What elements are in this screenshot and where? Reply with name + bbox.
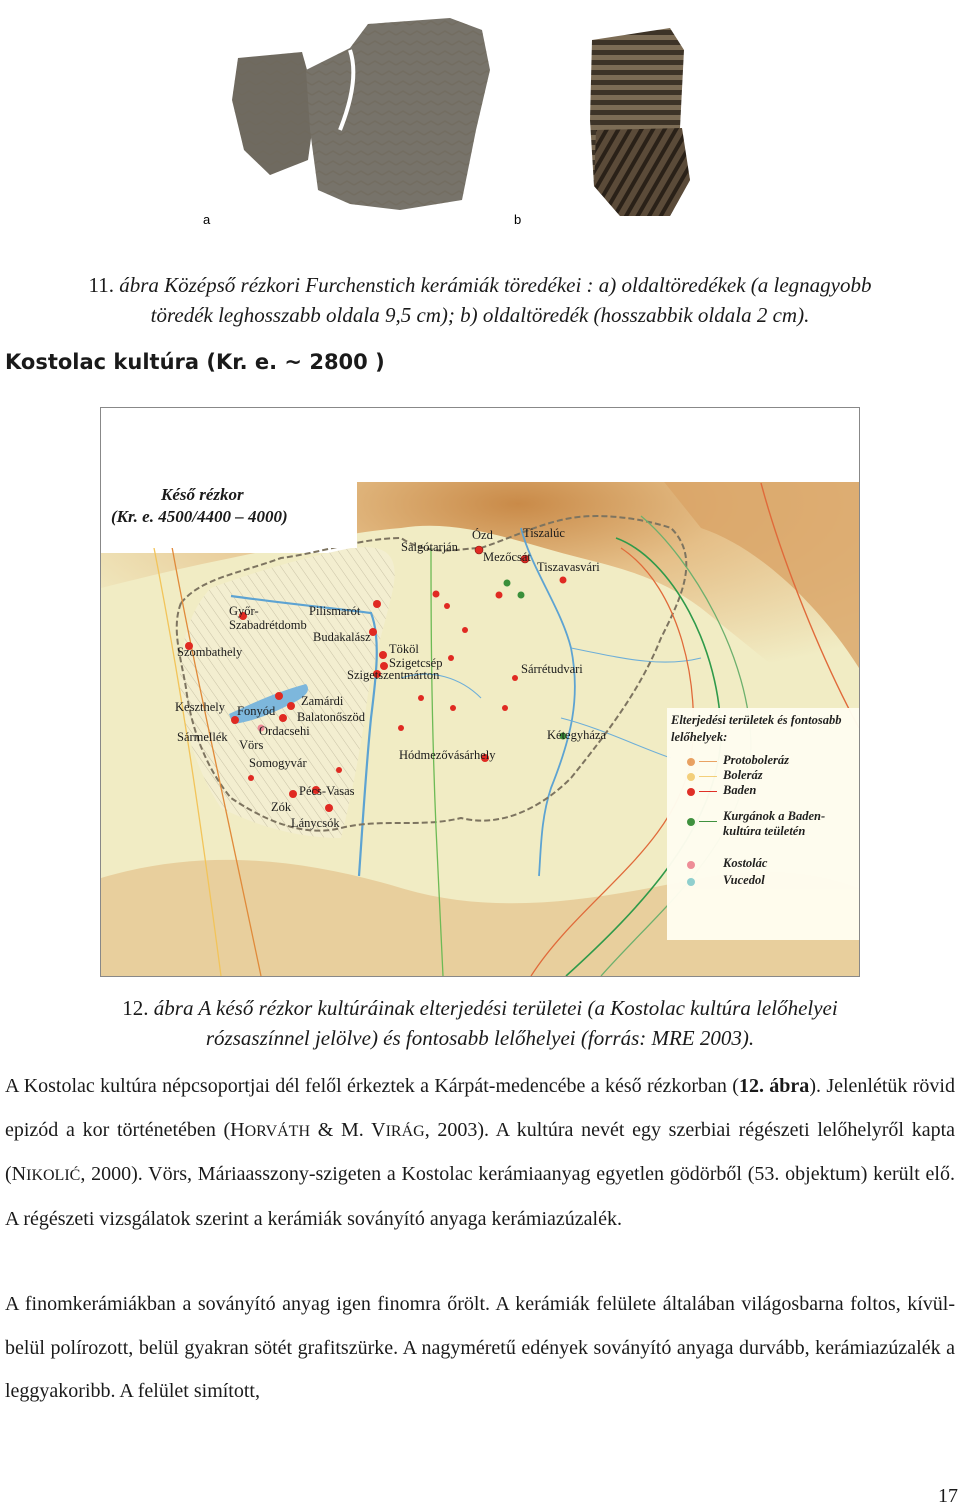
place-sarretudvari: Sárrétudvari (521, 662, 583, 676)
p1-text-b: ). Jelenlétük rövid epizód a kor történetében (H (5, 1075, 955, 1141)
map-title (105, 480, 357, 548)
place-tiszaluc: Tiszalúc (523, 526, 565, 540)
legend-kostolac-dot (687, 861, 695, 869)
place-vors: Vörs (239, 738, 264, 752)
place-zamardi: Zamárdi (301, 694, 344, 708)
p1-text-e: , 2000). Vörs, Máriaasszony-szigeten a Kostolac kerámiaanyag egyetlen gödörből (53. objektum) került elő. A régészeti vizsgálatok szerint a kerámiák soványító anyaga kerámiazúzalék. (5, 1163, 955, 1230)
place-fonyod: Fonyód (237, 704, 276, 718)
map-title-line1: Késő rézkor (161, 485, 244, 504)
p1-author-virag: IRÁG (385, 1122, 425, 1140)
figure-12-text-line1: ábra A késő rézkor kultúráinak elterjedési területei (a Kostolac kultúra lelőhelyei (153, 996, 838, 1020)
figure-12-number: 12. (122, 996, 149, 1020)
place-szigetcsep: Szigetcsép (389, 656, 443, 670)
p1-text-c: & M. V (310, 1118, 386, 1141)
figure-12-caption (0, 993, 960, 1053)
photo-label-a: a (203, 212, 211, 227)
legend-baden-dot (687, 788, 695, 796)
p1-text-d: , 2003). A kultúra nevét egy szerbiai régészeti lelőhelyről kapta (N (5, 1118, 956, 1185)
legend-kurgan-dot (687, 818, 695, 826)
place-ordacsehi: Ordacsehi (259, 724, 310, 738)
figure-11-caption-line1 (0, 270, 960, 300)
p1-author-nikolic: IKOLIĆ (26, 1167, 81, 1184)
legend-vucedol-dot (687, 878, 695, 886)
legend-baden-line (699, 791, 717, 792)
figure-11-caption (0, 270, 960, 330)
legend-boleraz-dot (687, 773, 695, 781)
legend-boleraz-line (699, 776, 717, 777)
legend-protoboleraz-dot (687, 758, 695, 766)
legend-title: Elterjedési területek és fontosabb lelőhelyek: (671, 713, 842, 744)
paragraph-2: A finomkerámiákban a soványító anyag igen finomra őrölt. A kerámiák felülete általában világosbarna foltos, kívül-belül polírozott, belül gyakran sötét grafitszürke. A nagyméretű edények soványító anyaga durvább, kerámiazúzalék a leggyakoribb. A felület simított, (5, 1293, 955, 1402)
legend-boleraz: Boleráz (723, 768, 763, 782)
legend-protoboleraz-line (699, 761, 717, 762)
p1-author-horvath: ORVÁTH (244, 1122, 311, 1140)
place-pilismarot: Pilismarót (309, 604, 361, 618)
map-title-line2: (Kr. e. 4500/4400 – 4000) (111, 507, 288, 526)
place-szombathely: Szombathely (177, 645, 243, 659)
figure-11-number: 11. (88, 273, 114, 297)
figure-12-reference[interactable]: 12. ábra (738, 1075, 810, 1097)
place-gyor: Győr- (229, 604, 259, 618)
figure-11-text-line2: töredék leghosszabb oldala 9,5 cm); b) oldaltöredék (hosszabbik oldala 2 cm). (150, 303, 810, 327)
place-keszthely: Keszthely (175, 700, 225, 714)
figure-11-text-line1: ábra Középső rézkori Furchenstich kerámiák töredékei : a) oldaltöredékek (a legnagyobb (119, 273, 872, 297)
legend-baden: Baden (723, 783, 757, 797)
place-lanycsok: Lánycsók (291, 816, 340, 830)
legend-kurganok: Kurgánok a Baden-kultúra teületén (723, 809, 826, 838)
place-pecsvasas: Pécs-Vasas (299, 784, 355, 798)
place-kotegyhaza: Kétegyháza (547, 728, 606, 742)
legend-kurgan-line (699, 821, 717, 822)
place-sarmellek: Sármellék (177, 730, 228, 744)
late-copper-age-map (100, 407, 860, 977)
place-salgotarjan: Salgótarján (401, 540, 458, 554)
p1-text-a: A Kostolac kultúra népcsoportjai dél felől érkeztek a Kárpát-medencébe a késő rézkorban ( (5, 1075, 739, 1097)
place-tiszavasvari: Tiszavasvári (537, 560, 600, 574)
legend-protoboleraz: Protoboleráz (723, 753, 789, 767)
map-legend (667, 708, 859, 940)
place-hodmezovasarhely: Hódmezővásárhely (399, 748, 496, 762)
place-balatonoszod: Balatonőszöd (297, 710, 366, 724)
place-somogyvar: Somogyvár (249, 756, 307, 770)
ceramic-sherds-photo (200, 10, 740, 235)
place-szigetszentmarton: Szigetszentmárton (347, 668, 440, 682)
place-zok: Zók (271, 800, 292, 814)
legend-vucedol: Vucedol (723, 873, 765, 887)
paragraph-1 (5, 1065, 955, 1241)
legend-kostolac: Kostolác (723, 856, 768, 870)
photo-label-b: b (514, 212, 522, 227)
place-szabadretdomb: Szabadrétdomb (229, 618, 307, 632)
page-number: 17 (938, 1485, 958, 1507)
place-budakalasz: Budakalász (313, 630, 371, 644)
section-heading: Kostolac kultúra (Kr. e. ~ 2800 ) (5, 350, 385, 374)
place-tokol: Tököl (389, 642, 419, 656)
figure-12-text-line2: rózsaszínnel jelölve) és fontosabb lelőhelyei (forrás: MRE 2003). (205, 1026, 755, 1050)
place-ozd: Ózd (472, 528, 493, 542)
place-mezocsat: Mezőcsát (483, 550, 531, 564)
figure-12-caption-line1 (0, 993, 960, 1023)
